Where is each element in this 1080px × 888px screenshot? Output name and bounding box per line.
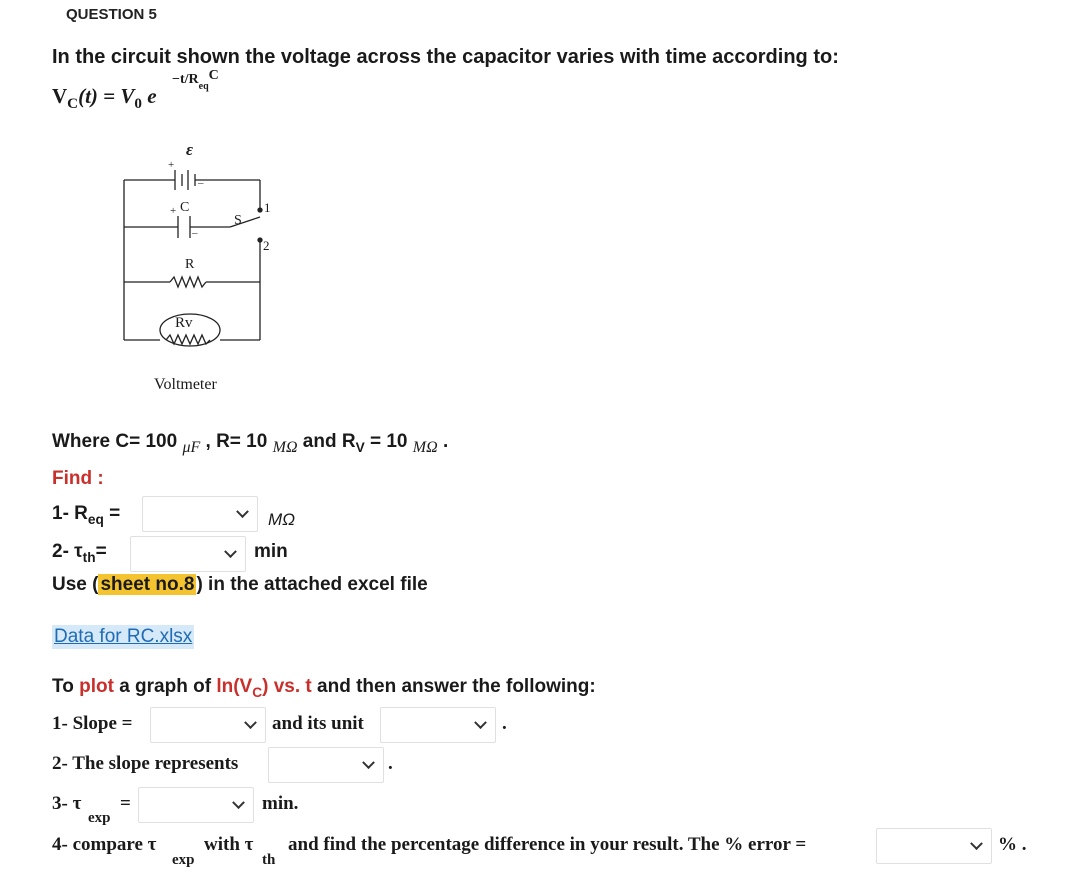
data-file-link[interactable]: Data for RC.xlsx [54,626,193,647]
slope-represents-period: . [388,753,393,774]
intro-text: In the circuit shown the voltage across the capacitor varies with time according to: [52,46,839,68]
cap-minus: – [192,227,198,239]
tau-exp-equals: = [120,793,131,814]
plot-instructions: To plot a graph of $\ln(V_C)$ vs. t and then answer the following: [52,676,596,700]
chevron-down-icon [362,756,375,769]
slope-represents-dropdown[interactable] [268,747,384,783]
compare-with: with τ [204,834,254,855]
voltmeter-label: Voltmeter [154,376,217,393]
chevron-down-icon [232,796,245,809]
tau-exp-dropdown[interactable] [138,787,254,823]
sheet-highlight: sheet no.8 [100,574,195,595]
given-values: Where C= 100 $_{\mu F}$ , R= 10 $_{M\Omega}$ and $R_V = 10$ $_{M\Omega}$ . [52,431,449,456]
equation-exponent: $-t/R_{eq}C$ [172,68,219,92]
compare-sub-th: th [262,852,276,868]
circuit-diagram [110,130,300,400]
req-label: 1- $R_{eq}$ = [52,503,121,527]
slope-represents-label: 2- The slope represents [52,753,239,774]
voltmeter-resistance-label: Rv [175,315,193,331]
switch-label: S [234,213,242,228]
tau-th-label: 2- $\tau_{th}=$ [52,541,107,565]
chevron-down-icon [970,837,983,850]
emf-minus: – [198,177,204,189]
tau-exp-label: 3- τ [52,793,82,814]
slope-period: . [502,713,507,734]
chevron-down-icon [244,716,257,729]
percent-unit: % . [998,834,1027,855]
equation: $V_C(t) = V_0$ e [52,84,157,113]
compare-label: 4- compare τ [52,834,157,855]
chevron-down-icon [224,545,237,558]
slope-dropdown[interactable] [150,707,266,743]
question-title: QUESTION 5 [66,6,157,23]
slope-unit-label: and its unit [272,713,364,734]
percent-error-dropdown[interactable] [876,828,992,864]
emf-label: ε [186,140,193,159]
req-dropdown[interactable] [142,496,258,532]
switch-position-1: 1 [264,200,271,215]
emf-plus: + [168,159,175,171]
capacitor-label: C [180,200,190,215]
tau-exp-unit: min. [262,793,299,814]
resistor-label: R [185,257,195,272]
slope-unit-dropdown[interactable] [380,707,496,743]
tau-th-dropdown[interactable] [130,536,246,572]
tau-exp-sub: exp [88,810,111,826]
slope-label: 1- Slope = [52,713,133,734]
chevron-down-icon [236,505,249,518]
switch-position-2: 2 [263,238,270,253]
chevron-down-icon [474,716,487,729]
find-label: Find : [52,468,104,489]
tau-th-unit: min [254,541,288,562]
req-unit: MΩ [268,510,296,529]
compare-sub-exp: exp [172,852,195,868]
cap-plus: + [170,205,177,217]
percent-error-text: and find the percentage difference in your result. The % error = [288,834,807,855]
use-sheet-text: Use ( sheet no.8 ) in the attached excel file [52,574,428,595]
